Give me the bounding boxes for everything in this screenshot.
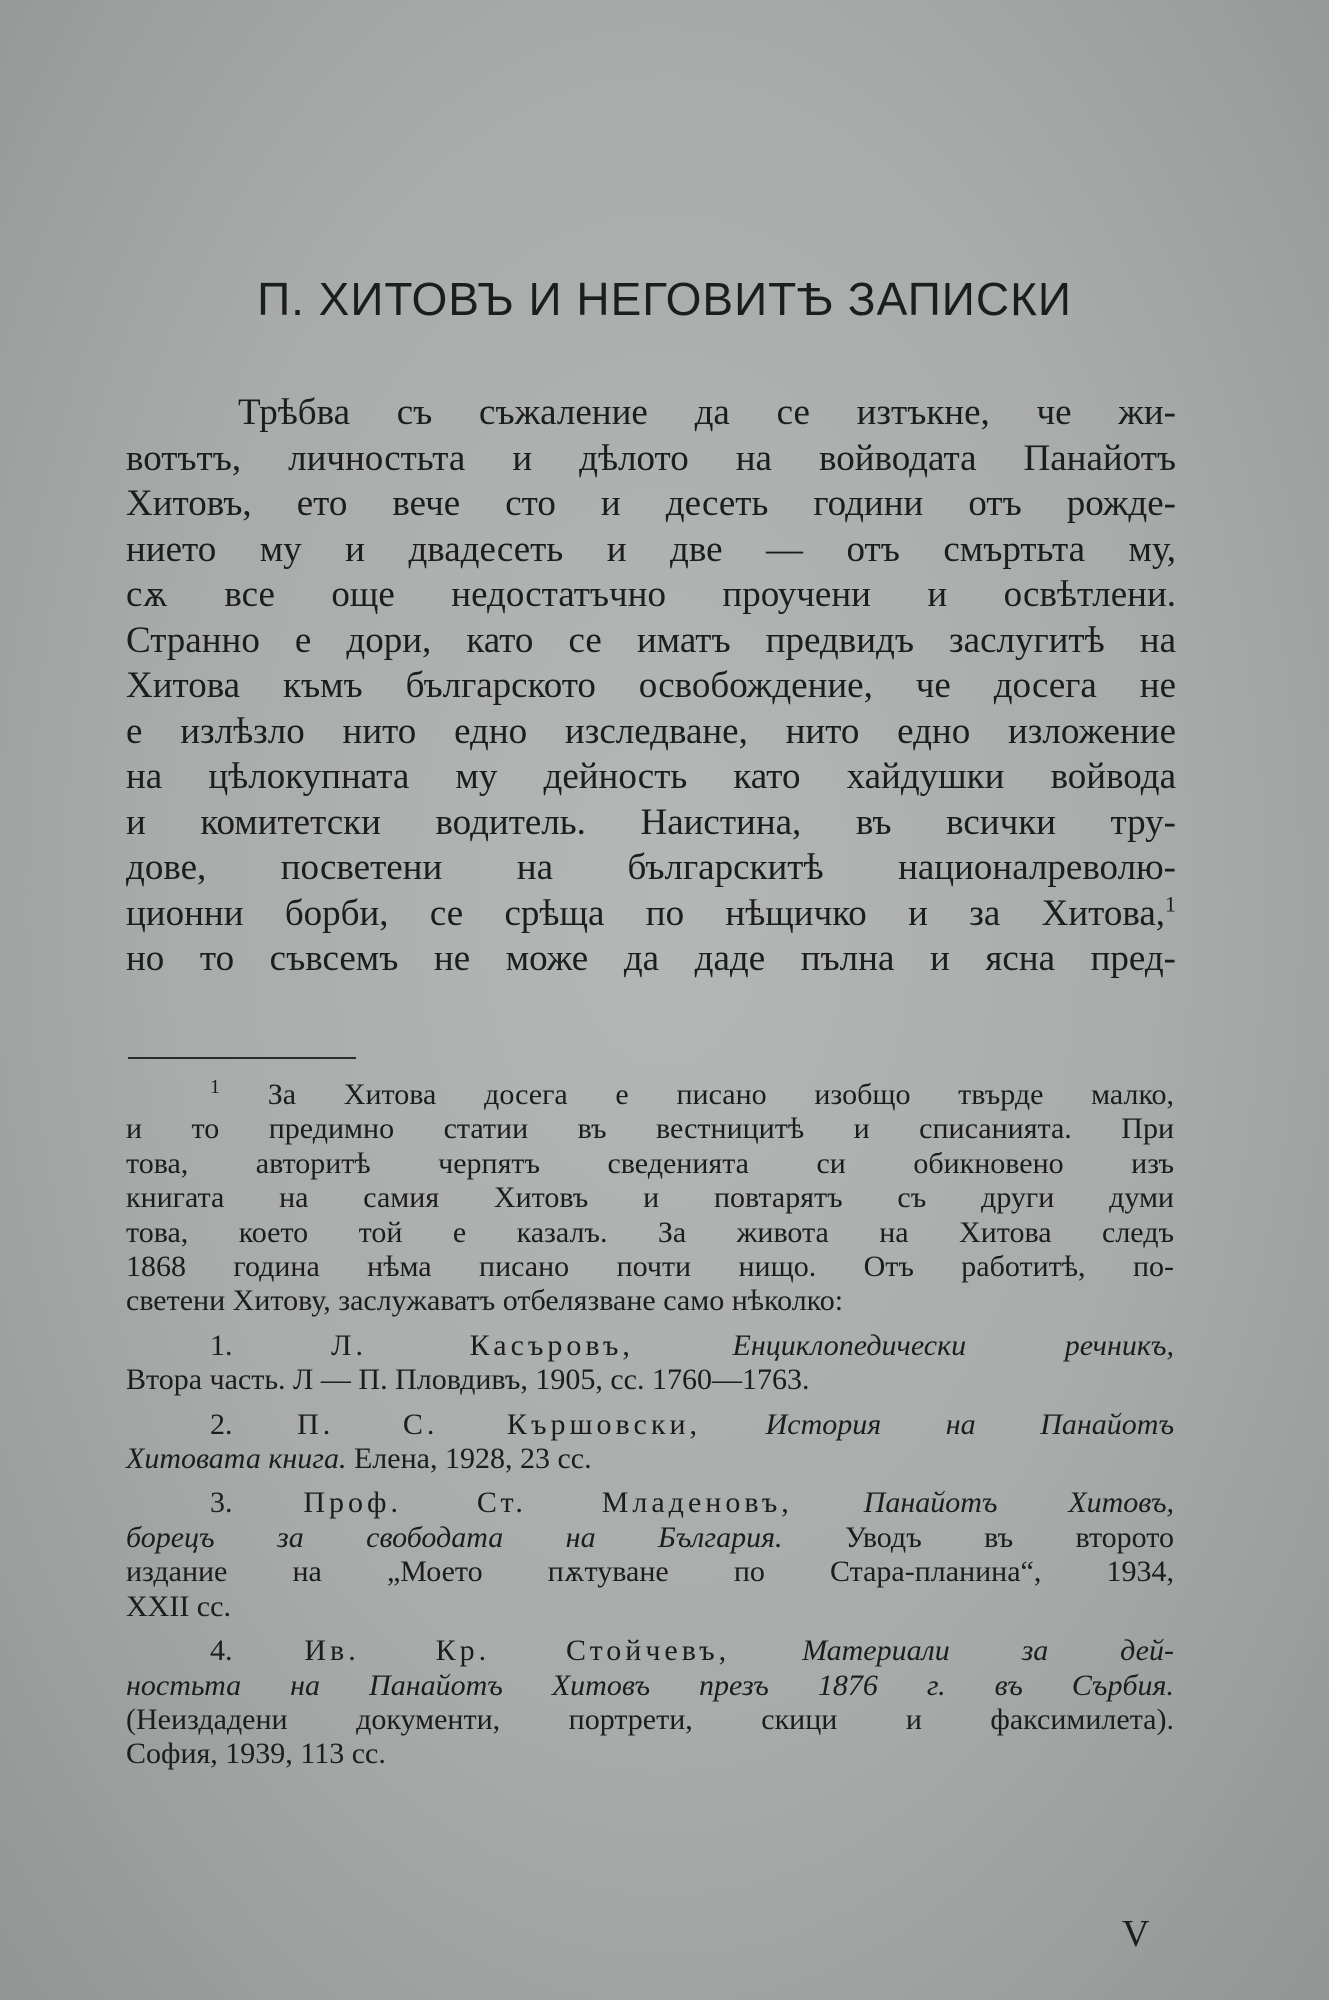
reference-line: София, 1939, 113 сс. — [126, 1737, 386, 1771]
reference-line: Хитовата книга. Елена, 1928, 23 сс. — [126, 1442, 592, 1476]
footnote-line: книгата на самия Хитовъ и повтарятъ съ други думи — [126, 1181, 1174, 1215]
footnote-line: $^1$ За Хитова досега е писано изобщо твърде малко, — [210, 1076, 1175, 1111]
footnote-marker: 1 — [210, 1076, 220, 1098]
reference-title: Материали за дей- — [802, 1634, 1174, 1668]
body-line: ционни борби, се срѣща по нѣщичко и за Хитова,$^1$ — [126, 891, 1176, 934]
reference-line: XXII сс. — [126, 1589, 231, 1623]
footnote-reference: 1 — [1165, 891, 1176, 917]
body-line: Трѣбва съ съжаление да се изтъкне, че жи- — [238, 392, 1176, 433]
body-line: на цѣлокупната му дейность като хайдушки войвода — [126, 756, 1176, 797]
footnote-separator — [128, 1057, 356, 1059]
body-line: вотътъ, личностьта и дѣлото на войводата Панайотъ — [126, 437, 1176, 479]
reference-line: Втора часть. Л — П. Пловдивъ, 1905, сс. 1760—1763. — [126, 1363, 810, 1397]
footnote-line: и то предимно статии въ вестницитѣ и списанията. При — [126, 1112, 1174, 1146]
reference-line: издание на „Моето пѫтуване по Стара-планина“, 1934, — [126, 1555, 1174, 1589]
body-line: е излѣзло нито едно изследване, нито едно изложение — [126, 710, 1176, 752]
footnote-line: светени Хитову, заслужаватъ отбелязване само нѣколко: — [126, 1284, 844, 1318]
reference-2: 2. П. С. Кършовски, История на Панайотъ — [210, 1407, 1175, 1441]
reference-line: борецъ за свободата на България. Уводъ въ второто — [126, 1520, 1174, 1554]
reference-4: 4. Ив. Кр. Стойчевъ, Материали за дей- — [210, 1634, 1174, 1668]
reference-title: Енциклопедически речникъ, — [732, 1328, 1174, 1362]
reference-author: Л. Касъровъ, — [331, 1328, 634, 1362]
reference-title: История на Панайотъ — [765, 1407, 1175, 1441]
reference-line: (Неиздадени документи, портрети, скици и факсимилета). — [126, 1702, 1174, 1736]
page-number: V — [1122, 1913, 1150, 1955]
body-line: и комитетски водитель. Наистина, въ всички тру- — [126, 801, 1176, 843]
body-line: Хитова къмъ българското освобождение, че досега не — [126, 665, 1176, 706]
body-paragraph — [126, 390, 1176, 982]
chapter-title: П. ХИТОВЪ И НЕГОВИТѢ ЗАПИСКИ — [257, 273, 1072, 325]
reference-title: Панайотъ Хитовъ, — [863, 1486, 1175, 1520]
body-line: дове, посветени на българскитѣ националреволю- — [126, 847, 1176, 888]
body-line: Хитовъ, ето вече сто и десеть години отъ рожде- — [126, 483, 1176, 524]
footnote-block — [126, 1078, 1174, 1772]
reference-author: Проф. Ст. Младеновъ, — [303, 1486, 793, 1520]
footnote-line: това, авторитѣ черпятъ сведенията си обикновено изъ — [126, 1146, 1174, 1180]
body-line: нието му и двадесеть и две — отъ смъртьта му, — [126, 528, 1176, 570]
body-line: но то съвсемъ не може да даде пълна и ясна пред- — [126, 938, 1176, 979]
reference-author: П. С. Кършовски, — [297, 1407, 701, 1441]
body-line: Странно е дори, като се иматъ предвидъ заслугитѣ на — [126, 619, 1176, 661]
reference-1: 1. Л. Касъровъ, Енциклопедически речникъ, — [210, 1328, 1174, 1362]
body-line: сѫ все още недостатъчно проучени и освѣтлени. — [126, 574, 1176, 615]
footnote-line: 1868 година нѣма писано почти нищо. Отъ работитѣ, по- — [126, 1250, 1174, 1284]
reference-3: 3. Проф. Ст. Младеновъ, Панайотъ Хитовъ, — [210, 1486, 1175, 1520]
footnote-line: това, което той е казалъ. За живота на Хитова следъ — [126, 1215, 1174, 1249]
reference-line: ностьта на Панайотъ Хитовъ презъ 1876 г. въ Сърбия. — [126, 1668, 1174, 1702]
reference-author: Ив. Кр. Стойчевъ, — [304, 1634, 731, 1668]
